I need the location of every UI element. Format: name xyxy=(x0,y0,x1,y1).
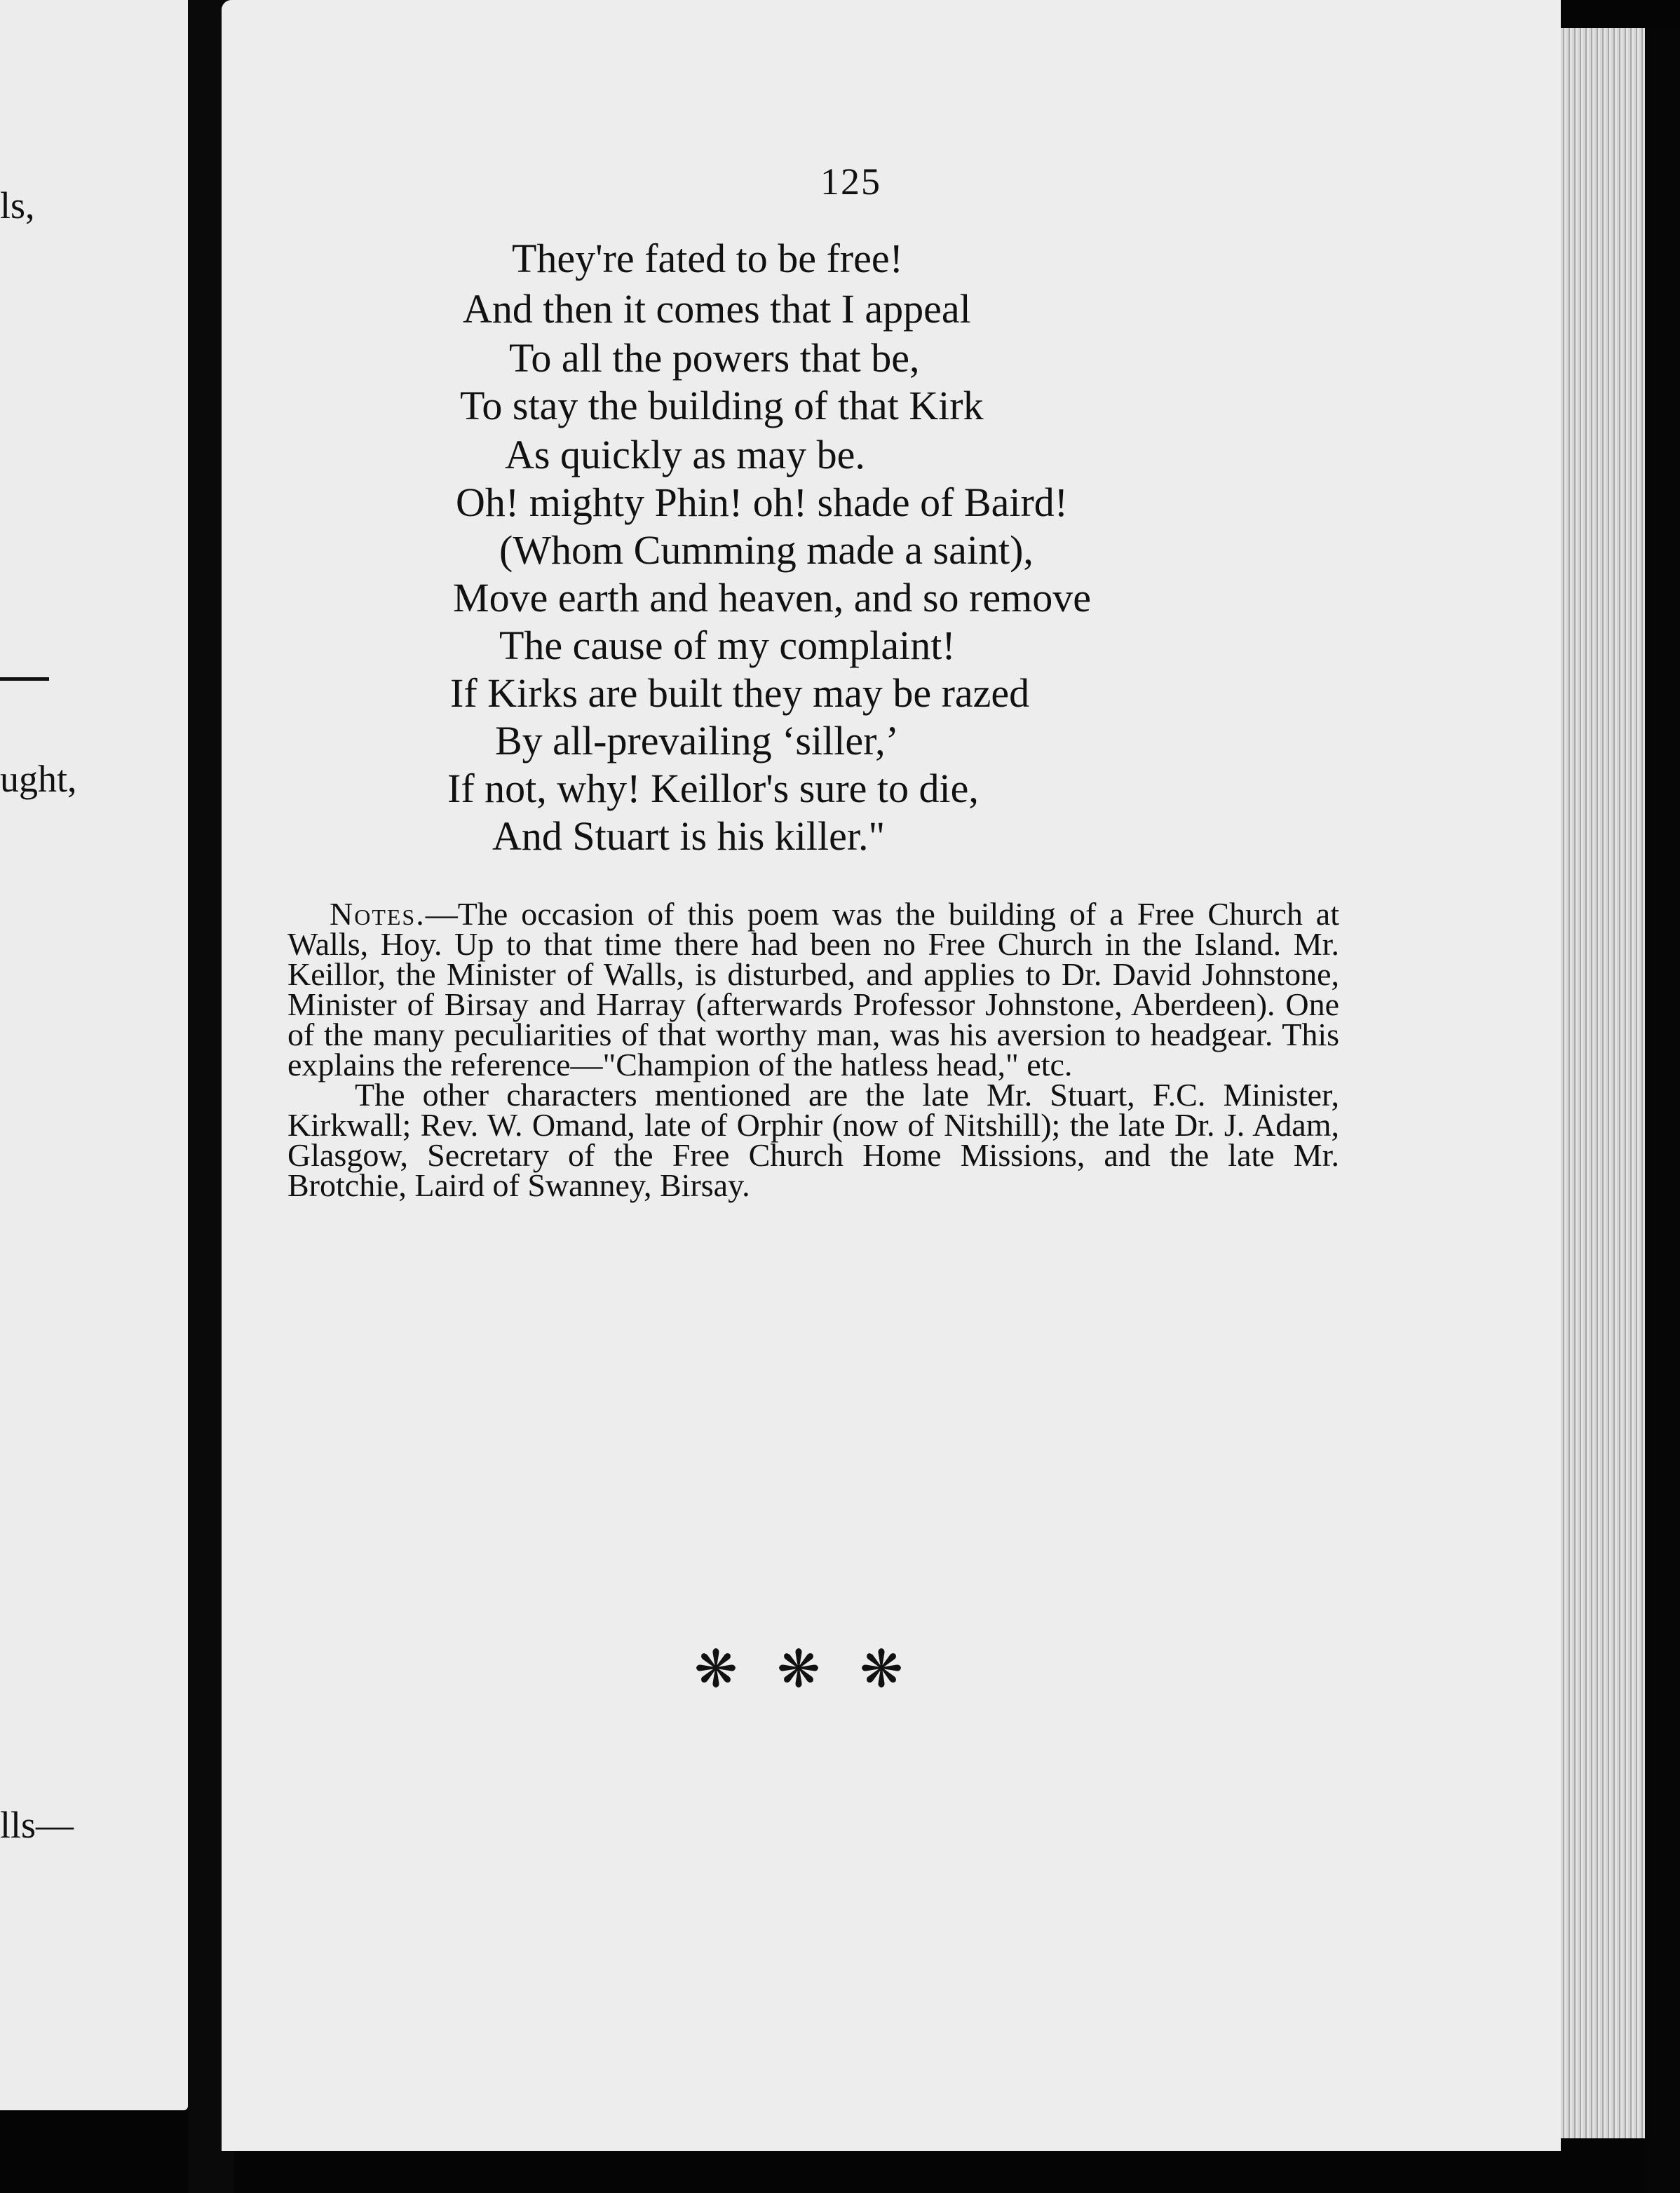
poem-line: If Kirks are built they may be razed xyxy=(450,670,1030,716)
poem-line: And then it comes that I appeal xyxy=(463,286,971,332)
notes-paragraph: The other characters mentioned are the late Mr. Stuart, F.C. Minister, Kirkwall; Rev. W. Omand, late of Orphir (now of Nitshill); the late Dr. J. Adam, Glasgow, Secretary of the Free Church Home Missions, and the late Mr. Brotchie, Laird of Swanney, Birsay. xyxy=(287,1077,1339,1203)
page-number: 125 xyxy=(820,161,881,203)
notes-label: Notes. xyxy=(330,896,426,932)
poem-line: Oh! mighty Phin! oh! shade of Baird! xyxy=(456,480,1069,525)
poem-line: They're fated to be free! xyxy=(512,236,903,281)
left-page-fragment: ught, xyxy=(0,758,77,800)
poem-line: Move earth and heaven, and so remove xyxy=(453,575,1091,620)
poem-line: The cause of my complaint! xyxy=(499,623,956,668)
notes-paragraph xyxy=(287,896,1339,1082)
left-page-fragment: ls, xyxy=(0,184,35,226)
left-page-dash xyxy=(0,677,49,681)
notes-text: —The occasion of this poem was the building of a Free Church at Walls, Hoy. Up to that time there had been no Free Church in the Island. Mr. Keillor, the Minister of Walls, is disturbed, and applies to Dr. David Johnstone, Minister of Birsay and Harray (afterwards Professor Johnstone, Aberdeen). One of the many peculiarities of that worthy man, was his aversion to headgear. This explains the reference—"Champion of the hatless head," etc. xyxy=(287,896,1339,1082)
poem-line: If not, why! Keillor's sure to die, xyxy=(447,766,979,811)
notes-section xyxy=(287,896,1339,1203)
poem-line: And Stuart is his killer." xyxy=(492,813,886,859)
poem-line: By all-prevailing ‘siller,’ xyxy=(495,718,899,763)
poem-line: To stay the building of that Kirk xyxy=(460,383,984,428)
page-edges-shadow xyxy=(1645,28,1680,2193)
poem-line: To all the powers that be, xyxy=(509,335,920,381)
left-facing-page xyxy=(0,0,188,2110)
page-edges xyxy=(1561,28,1645,2138)
poem-line: (Whom Cumming made a saint), xyxy=(499,527,1034,573)
left-page-fragment: lls— xyxy=(0,1804,74,1846)
section-asterisms: ❋❋❋ xyxy=(694,1639,943,1699)
poem-line: As quickly as may be. xyxy=(505,432,865,477)
